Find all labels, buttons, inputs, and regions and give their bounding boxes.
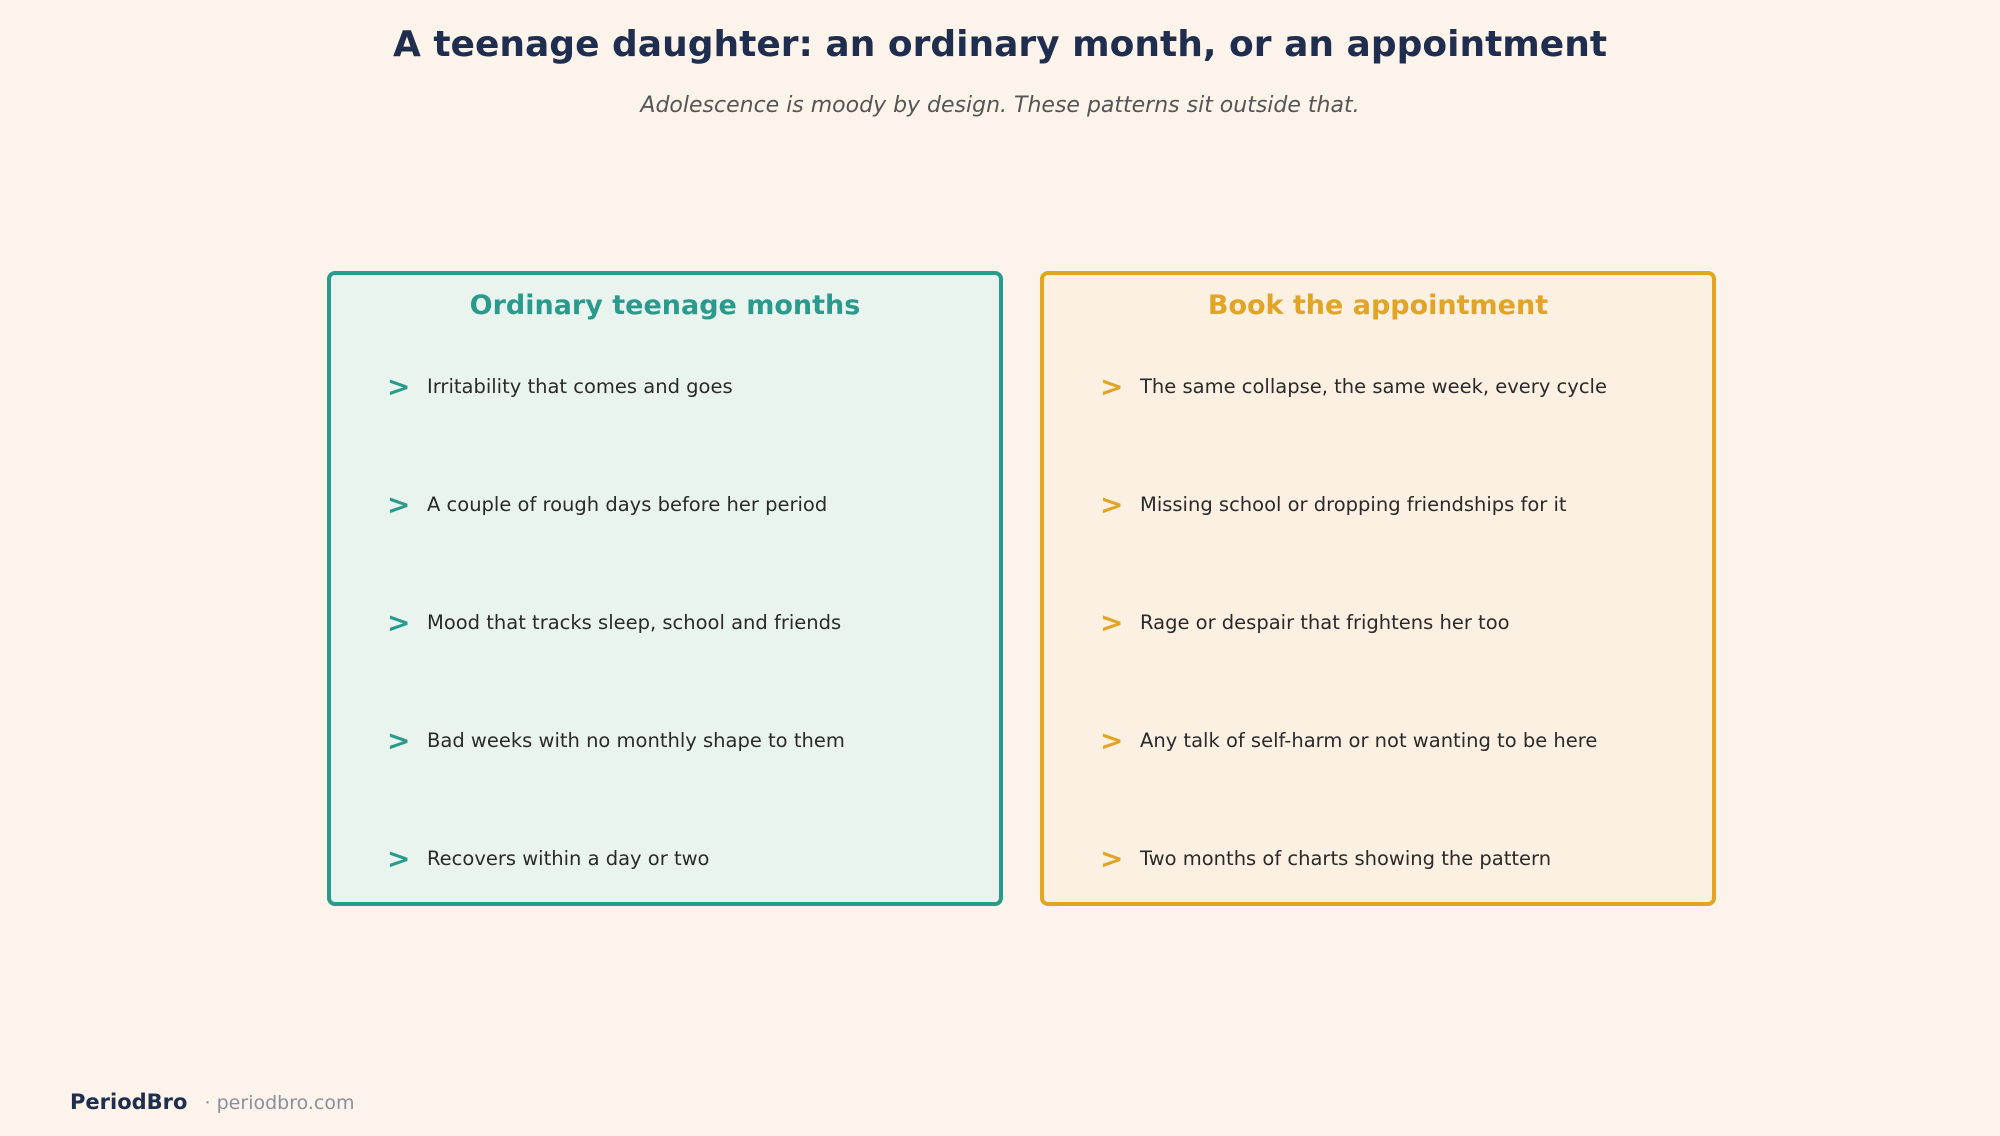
list-item: [1100, 605, 1510, 641]
list-item-text: A couple of rough days before her period: [427, 493, 828, 516]
list-item: [1100, 723, 1597, 759]
list-item-text: The same collapse, the same week, every cycle: [1140, 375, 1607, 398]
list-item: [1100, 841, 1551, 877]
site-url: · periodbro.com: [204, 1092, 355, 1114]
brand-logo-text: PeriodBro: [70, 1090, 188, 1114]
list-item-text: Rage or despair that frightens her too: [1140, 611, 1510, 634]
chevron-right-icon: >: [387, 842, 411, 875]
list-item-text: Any talk of self-harm or not wanting to be here: [1140, 729, 1598, 752]
list-item: [387, 369, 733, 405]
chevron-right-icon: >: [1100, 370, 1124, 403]
list-item-text: Two months of charts showing the pattern: [1140, 847, 1552, 870]
list-item: [1100, 487, 1567, 523]
panel-heading: Book the appointment: [1207, 290, 1549, 321]
list-item: [1100, 369, 1607, 405]
chevron-right-icon: >: [387, 724, 411, 757]
chevron-right-icon: >: [1100, 724, 1124, 757]
list-item-text: Irritability that comes and goes: [427, 375, 733, 398]
chevron-right-icon: >: [1100, 488, 1124, 521]
list-item: [387, 487, 827, 523]
panel-appointment: [1040, 271, 1716, 906]
list-item-text: Recovers within a day or two: [427, 847, 710, 870]
page-title: A teenage daughter: an ordinary month, or an appointment: [392, 24, 1608, 65]
chevron-right-icon: >: [387, 606, 411, 639]
list-item-text: Missing school or dropping friendships for it: [1140, 493, 1567, 516]
list-item: [387, 841, 709, 877]
chevron-right-icon: >: [1100, 606, 1124, 639]
footer: [70, 1088, 355, 1118]
list-item-text: Mood that tracks sleep, school and friends: [427, 611, 842, 634]
page-subtitle: Adolescence is moody by design. These patterns sit outside that.: [640, 93, 1360, 118]
list-item: [387, 723, 845, 759]
chevron-right-icon: >: [387, 370, 411, 403]
chevron-right-icon: >: [387, 488, 411, 521]
list-item: [387, 605, 841, 641]
chevron-right-icon: >: [1100, 842, 1124, 875]
list-item-text: Bad weeks with no monthly shape to them: [427, 729, 845, 752]
panel-heading: Ordinary teenage months: [469, 290, 861, 321]
panel-ordinary: [327, 271, 1003, 906]
